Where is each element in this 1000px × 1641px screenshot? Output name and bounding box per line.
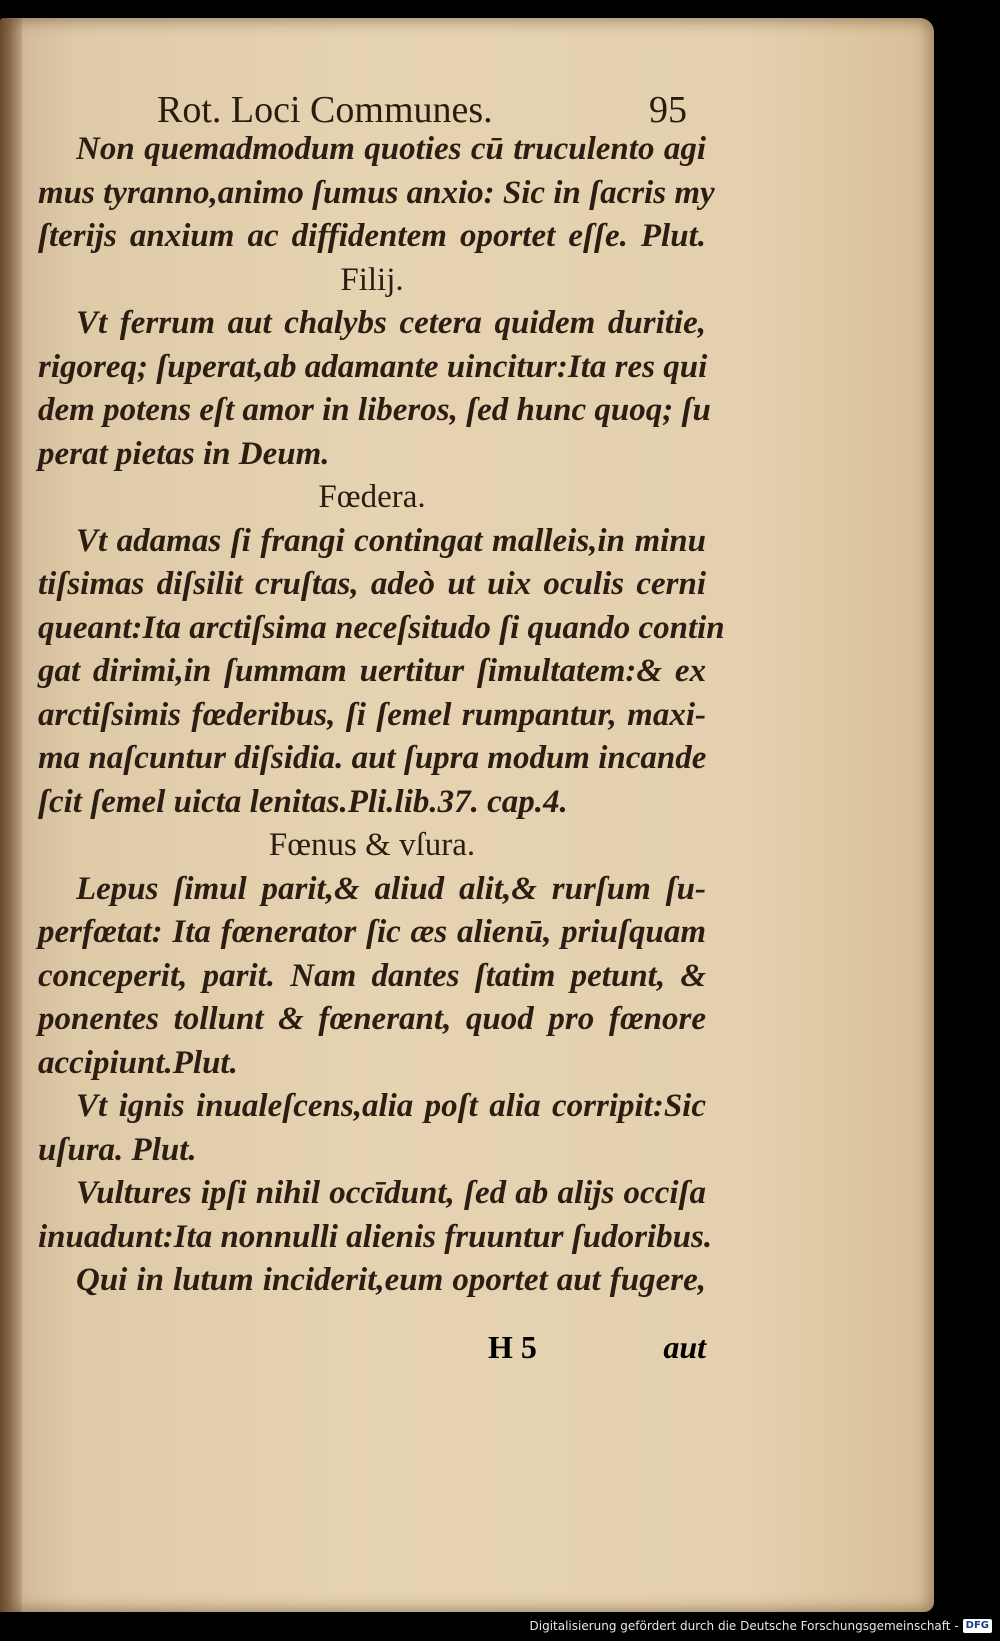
text-line: gat dirimi,in ſummam uertitur ſimultatem:& ex: [38, 653, 706, 689]
text-line: uſura. Plut.: [38, 1131, 197, 1168]
text-line: Vt ferrum aut chalybs cetera quidem duritie,: [76, 305, 706, 341]
text-line: accipiunt.Plut.: [38, 1044, 238, 1081]
text-line: perfœtat: Ita fœnerator ſic æs alienū, priuſquam: [38, 914, 706, 950]
text-line: dem potens eſt amor in liberos, ſed hunc quoq; ſu: [38, 392, 711, 428]
text-line: Non quemadmodum quoties cū truculento agi: [76, 131, 706, 167]
text-line: ponentes tollunt & fœnerant, quod pro fœnore: [38, 1001, 706, 1037]
section-heading: Fœdera.: [318, 479, 426, 515]
catchword: aut: [663, 1329, 706, 1365]
signature-mark: H 5: [488, 1329, 537, 1365]
text-line: Qui in lutum inciderit,eum oportet aut fugere,: [76, 1262, 706, 1298]
text-line: Vultures ipſi nihil occīdunt, ſed ab alijs occiſa: [76, 1175, 706, 1211]
text-line: ſcit ſemel uicta lenitas.Pli.lib.37. cap.4.: [38, 783, 568, 820]
book-page: [0, 18, 934, 1612]
text-line: perat pietas in Deum.: [38, 435, 330, 472]
text-line: Lepus ſimul parit,& aliud alit,& rurſum ſu-: [76, 870, 706, 907]
text-line: rigoreq; ſuperat,ab adamante uincitur:Ita res qui: [38, 348, 708, 385]
text-line: arctiſsimis fœderibus, ſi ſemel rumpantur, maxi-: [38, 696, 706, 733]
text-line: Vt ignis inualeſcens,alia poſt alia corripit:Sic: [76, 1088, 706, 1124]
text-line: mus tyranno,animo ſumus anxio: Sic in ſacris my: [38, 174, 715, 211]
section-heading: Fœnus & vſura.: [268, 827, 476, 863]
text-line: Vt adamas ſi frangi contingat malleis,in minu: [76, 522, 706, 559]
page-number: 95: [649, 89, 687, 131]
section-heading: Filij.: [340, 261, 404, 298]
digitization-footer: [530, 1617, 993, 1635]
running-title: Rot. Loci Communes.: [157, 89, 493, 131]
funding-credit: Digitalisierung gefördert durch die Deutsche Forschungsgemeinschaft -: [529, 1619, 959, 1633]
text-line: queant:Ita arctiſsima neceſsitudo ſi quando contin: [38, 609, 725, 646]
text-line: inuadunt:Ita nonnulli alienis fruuntur ſudoribus.: [38, 1218, 713, 1255]
text-line: ſterijs anxium ac diffidentem oportet eſſe. Plut.: [38, 218, 706, 254]
text-line: tiſsimas diſsilit cruſtas, adeò ut uix oculis cerni: [38, 566, 706, 602]
text-line: ma naſcuntur diſsidia. aut ſupra modum incande: [38, 740, 707, 776]
signature-line: [38, 1324, 706, 1370]
dfg-logo: DFG: [963, 1619, 992, 1633]
text-line: conceperit, parit. Nam dantes ſtatim petunt, &: [38, 957, 706, 994]
